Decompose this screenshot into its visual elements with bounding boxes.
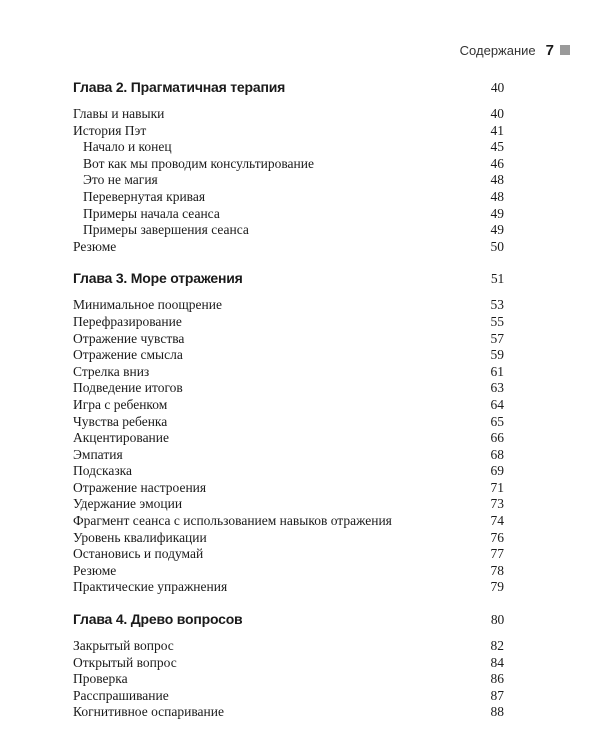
entry-page-number: 57 — [490, 330, 504, 346]
entry-page-number: 68 — [490, 446, 504, 462]
toc-entry[interactable] — [73, 579, 504, 596]
entry-page-number: 86 — [490, 671, 504, 687]
entry-title: Резюме — [73, 562, 117, 578]
toc-entry[interactable] — [73, 347, 504, 364]
entry-page-number: 46 — [490, 155, 504, 171]
entry-page-number: 50 — [490, 238, 504, 254]
entry-page-number: 65 — [490, 413, 504, 429]
entry-title: Эмпатия — [73, 446, 123, 462]
entry-title: Отражение смысла — [73, 347, 183, 363]
entry-page-number: 61 — [490, 363, 504, 379]
entry-page-number: 78 — [490, 562, 504, 578]
entry-page-number: 63 — [490, 380, 504, 396]
entry-page-number: 55 — [490, 313, 504, 329]
entry-title: Расспрашивание — [73, 687, 169, 703]
toc-entry[interactable] — [73, 688, 504, 705]
chapter-page-number: 51 — [490, 271, 504, 287]
entry-page-number: 84 — [490, 654, 504, 670]
chapter-heading[interactable] — [73, 77, 504, 97]
toc-entry[interactable] — [73, 704, 504, 721]
running-header-title: Содержание — [459, 42, 536, 58]
entry-page-number: 41 — [490, 122, 504, 138]
entry-title: Акцентирование — [73, 430, 170, 446]
toc-subentry[interactable] — [73, 222, 504, 239]
toc-subentry[interactable] — [73, 172, 504, 189]
toc-entry[interactable] — [73, 447, 504, 464]
entry-title: Вот как мы проводим консультирование — [83, 155, 314, 171]
page-marker-square — [560, 45, 570, 55]
table-of-contents — [73, 77, 504, 721]
entry-title: Подсказка — [73, 463, 132, 479]
toc-entry[interactable] — [73, 106, 504, 123]
entry-title: Закрытый вопрос — [73, 638, 174, 654]
entry-page-number: 87 — [490, 687, 504, 703]
entry-title: Главы и навыки — [73, 106, 165, 121]
chapter-page-number: 40 — [490, 80, 504, 95]
toc-entry[interactable] — [73, 655, 504, 672]
page-number: 7 — [545, 41, 554, 59]
toc-entry[interactable] — [73, 414, 504, 431]
toc-entry[interactable] — [73, 297, 504, 314]
toc-subentry[interactable] — [73, 139, 504, 156]
toc-entry[interactable] — [73, 496, 504, 513]
entry-page-number: 59 — [490, 347, 504, 363]
entry-page-number: 69 — [490, 463, 504, 479]
toc-entry[interactable] — [73, 430, 504, 447]
chapter-heading[interactable] — [73, 609, 504, 629]
entry-page-number: 48 — [490, 188, 504, 204]
toc-entry[interactable] — [73, 364, 504, 381]
entry-title: Подведение итогов — [73, 380, 183, 396]
toc-entry[interactable] — [73, 671, 504, 688]
toc-entry[interactable] — [73, 380, 504, 397]
toc-entry[interactable] — [73, 638, 504, 655]
toc-entry[interactable] — [73, 563, 504, 580]
entry-title: Отражение настроения — [73, 479, 207, 495]
entry-title: Практические упражнения — [73, 579, 228, 595]
entry-page-number: 49 — [490, 205, 504, 221]
entry-title: Чувства ребенка — [73, 413, 168, 429]
toc-entry[interactable] — [73, 123, 504, 140]
entry-title: Открытый вопрос — [73, 654, 177, 670]
toc-entry[interactable] — [73, 331, 504, 348]
chapter-page-number: 80 — [490, 612, 504, 628]
toc-entry[interactable] — [73, 314, 504, 331]
toc-entry[interactable] — [73, 397, 504, 414]
chapter-title: Глава 4. Древо вопросов — [73, 611, 243, 628]
entry-page-number: 76 — [490, 529, 504, 545]
entry-title: Примеры начала сеанса — [83, 205, 220, 221]
toc-entry[interactable] — [73, 546, 504, 563]
entry-title: Фрагмент сеанса с использованием навыков отражения — [73, 513, 392, 529]
entry-title: Начало и конец — [83, 139, 172, 155]
chapter-title: Глава 2. Прагматичная терапия — [73, 79, 286, 95]
entry-page-number: 40 — [490, 106, 504, 121]
toc-subentry[interactable] — [73, 189, 504, 206]
entry-title: Перевернутая кривая — [83, 188, 206, 204]
entry-title: Резюме — [73, 238, 117, 254]
toc-entry[interactable] — [73, 463, 504, 480]
entry-page-number: 45 — [490, 139, 504, 155]
entry-title: Минимальное поощрение — [73, 297, 222, 313]
entry-title: История Пэт — [73, 122, 147, 138]
entry-page-number: 71 — [490, 479, 504, 495]
entry-title: Примеры завершения сеанса — [83, 222, 249, 238]
entry-page-number: 77 — [490, 546, 504, 562]
entry-page-number: 88 — [490, 704, 504, 720]
entry-title: Когнитивное оспаривание — [73, 704, 224, 720]
entry-page-number: 64 — [490, 396, 504, 412]
entry-page-number: 73 — [490, 496, 504, 512]
entry-page-number: 48 — [490, 172, 504, 188]
chapter-title: Глава 3. Море отражения — [73, 270, 243, 287]
entry-page-number: 74 — [490, 513, 504, 529]
entry-page-number: 66 — [490, 430, 504, 446]
toc-entry[interactable] — [73, 239, 504, 256]
page-header — [460, 40, 570, 60]
entry-title: Перефразирование — [73, 313, 182, 329]
entry-title: Остановись и подумай — [73, 546, 204, 562]
entry-page-number: 53 — [490, 297, 504, 313]
entry-title: Удержание эмоции — [73, 496, 183, 512]
entry-page-number: 49 — [490, 222, 504, 238]
toc-entry[interactable] — [73, 530, 504, 547]
entry-title: Уровень квалификации — [73, 529, 207, 545]
toc-subentry[interactable] — [73, 156, 504, 173]
toc-entry[interactable] — [73, 480, 504, 497]
entry-title: Игра с ребенком — [73, 396, 168, 412]
entry-page-number: 82 — [490, 638, 504, 654]
entry-title: Отражение чувства — [73, 330, 185, 346]
toc-subentry[interactable] — [73, 206, 504, 223]
entry-title: Проверка — [73, 671, 128, 687]
toc-entry[interactable] — [73, 513, 504, 530]
chapter-heading[interactable] — [73, 268, 504, 288]
entry-title: Стрелка вниз — [73, 363, 150, 379]
entry-title: Это не магия — [83, 172, 158, 188]
entry-page-number: 79 — [490, 579, 504, 595]
